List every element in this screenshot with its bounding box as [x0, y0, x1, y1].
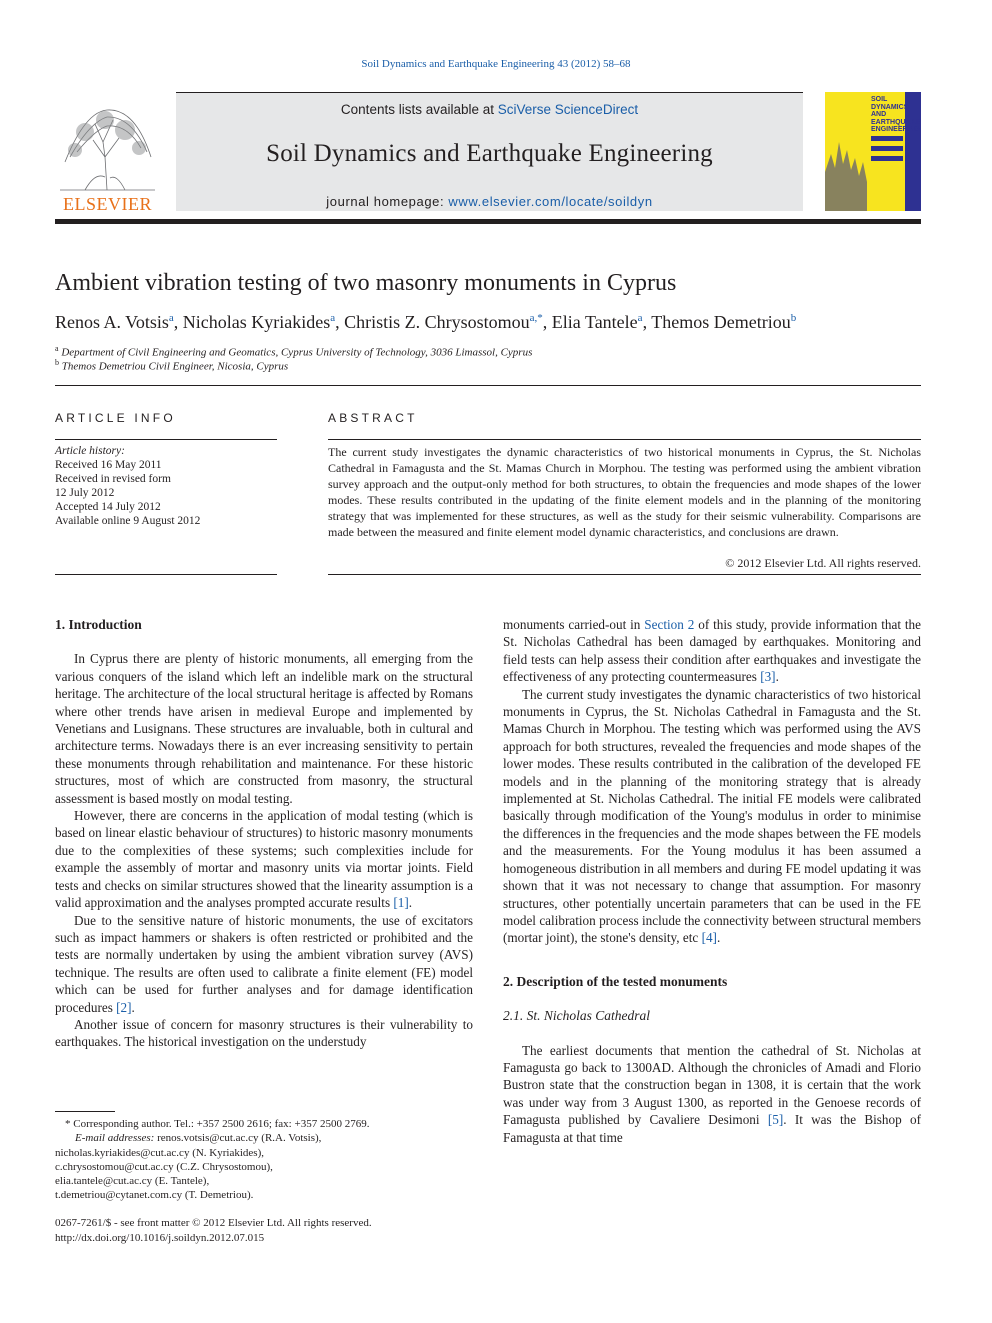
article-title: Ambient vibration testing of two masonry monuments in Cyprus [55, 270, 677, 296]
email-label: E-mail addresses: [75, 1132, 155, 1145]
corresponding-author-note: * Corresponding author. Tel.: +357 2500 2616; fax: +357 2500 2769. [65, 1118, 370, 1130]
author-affiliation-mark[interactable]: a,* [529, 312, 543, 324]
author-list: Renos A. Votsis$^a$, Nicholas Kyriakides$^a$, Christis Z. Chrysostomou$^{a,*}$, Elia Tantele$^a$, Themos Demetriou$^b$ [55, 312, 797, 332]
paragraph-text: However, there are concerns in the application of modal testing (which is based on linear elastic behaviour of structures) to historic masonry monuments due to the complexities of these systems; such complexities include for example the assembly of mortar and masonry units via mortar joints. Field tests and checks on similar structures showed that the linearity assumption is a valid approximation and the analyses prompted accurate results [55, 808, 473, 911]
author-affiliation-mark[interactable]: a [330, 312, 336, 324]
abstract-heading: ABSTRACT [328, 411, 418, 425]
right-column [503, 616, 921, 1146]
history-item: Available online 9 August 2012 [55, 515, 201, 527]
abstract-copyright: © 2012 Elsevier Ltd. All rights reserved. [725, 556, 921, 570]
paragraph: Another issue of concern for masonry structures is their vulnerability to earthquakes. The historical investigation on the understudy [55, 1016, 473, 1050]
paragraph [55, 807, 473, 911]
citation-link[interactable]: [5] [767, 1112, 784, 1128]
email-address[interactable]: nicholas.kyriakides@cut.ac.cy (N. Kyriakides), [55, 1146, 264, 1159]
sciencedirect-link[interactable]: SciVerse ScienceDirect [497, 102, 639, 117]
paragraph-text: . [131, 999, 135, 1015]
affiliation-text: Department of Civil Engineering and Geomatics, Cyprus University of Technology, 3036 Limassol, Cyprus [61, 346, 533, 359]
author-affiliation-mark[interactable]: a [168, 312, 174, 324]
author-name: Elia Tantele [551, 312, 638, 332]
header-rule [55, 219, 921, 224]
left-column [55, 616, 473, 1051]
front-matter [55, 1216, 372, 1245]
article-history [55, 444, 200, 528]
title-divider [55, 385, 921, 386]
article-info-heading: ARTICLE INFO [55, 411, 176, 425]
contents-line [176, 102, 803, 117]
cover-line-2: DYNAMICS [871, 103, 909, 111]
footnotes [55, 1117, 475, 1203]
author-affiliation-mark[interactable]: a [637, 312, 643, 324]
section-link[interactable]: Section 2 [644, 617, 695, 632]
email-line [55, 1131, 475, 1145]
citation-link[interactable]: [1] [393, 895, 409, 911]
paragraph-text: The current study investigates the dynamic characteristics of two historical monuments in Cyprus, the St. Nicholas Cathedral in Famagusta and the St. Mamas Church in Morphou. The testing which was performed using the AVS approach for both structures, revealed the frequencies and mode shapes of the lower modes. These results contributed in the calibration of the developed FE models and in the planning of the monitoring strategy that is already implemented at St. Nicholas Cathedral. The initial FE models were calibrated basically through modification of the Young's modulus in order to minimise the differences in the frequencies and the mode shapes between the FE models and the measurements. For the Young modulus it has been assumed a homogeneous distribution in all members and during FE model updating it was shown that it was not necessary to change that assumption. For masonry structures, other potentially uncertain parameters that can be used in the FE model calibration process include the connectivity between structural members (mortar joint), the stone's density, etc [503, 686, 921, 946]
footnote-rule [55, 1111, 115, 1112]
abstract-text: The current study investigates the dynamic characteristics of two historical monuments in Cyprus, the St. Nicholas Cathedral in Famagusta and the St. Mamas Church in Morphou. The testing was performed using the ambient vibration survey approach and the output-only method for both structures, to obtain the frequencies and mode shapes of the lower modes. These results contributed in the updating of the finite element models and in the planning of the monitoring strategy that was implemented for these structures, as well as the study for their seismic vulnerability. Comparisons are made between the measured and finite element model dynamic characteristics, and conclusions are drawn. [328, 445, 921, 539]
author-name: Themos Demetriou [651, 312, 791, 332]
issn-line: 0267-7261/$ - see front matter © 2012 Elsevier Ltd. All rights reserved. [55, 1217, 372, 1229]
history-item: Accepted 14 July 2012 [55, 501, 161, 513]
paragraph-text: monuments carried-out in [503, 617, 645, 632]
email-address[interactable]: c.chrysostomou@cut.ac.cy (C.Z. Chrysostomou), [55, 1160, 273, 1173]
email-address[interactable]: t.demetriou@cytanet.com.cy (T. Demetriou). [55, 1189, 254, 1202]
affiliation-a [55, 344, 532, 359]
paragraph-text: of this study, provide information that the St. Nicholas Cathedral has been damaged by earthquakes. Monitoring and field tests can help assess their condition after earthquakes and investigate the effectiveness of any protecting countermeasures [503, 617, 922, 685]
journal-title: Soil Dynamics and Earthquake Engineering [266, 140, 713, 167]
homepage-link[interactable]: www.elsevier.com/locate/soildyn [448, 194, 653, 209]
cover-line-4: EARTHQUAKE [871, 118, 921, 126]
author-name: Christis Z. Chrysostomou [344, 312, 530, 332]
abstract-bottom-rule [328, 574, 921, 575]
journal-cover-thumbnail[interactable] [825, 92, 921, 211]
paragraph-text: . [408, 895, 413, 911]
cover-line-3: AND [871, 111, 887, 118]
homepage-line [176, 194, 803, 209]
paragraph [55, 912, 473, 1016]
homepage-prefix: journal homepage: [326, 194, 449, 209]
paragraph-text: . [775, 669, 779, 685]
elsevier-logo-text: ELSEVIER [63, 194, 152, 214]
paragraph-text: The earliest documents that mention the cathedral of St. Nicholas at Famagusta go back to 1300AD. Although the chronicles of Amadi and Florio Bustron state that the construction began in 1308, it is certain that the work was under way from 3 August 1300, as reported in the Genoese records of Famagusta published by Cavaliere Desimoni [503, 1042, 921, 1128]
history-item: Received 16 May 2011 [55, 459, 162, 471]
doi-link[interactable]: http://dx.doi.org/10.1016/j.soildyn.2012.07.015 [55, 1231, 265, 1244]
cover-line-5: ENGINEERING [871, 126, 921, 133]
affiliation-mark: b [55, 358, 59, 367]
affiliation-mark: a [55, 344, 59, 353]
paragraph [503, 1042, 921, 1146]
paragraph-text: . [716, 930, 721, 946]
citation-link[interactable]: [2] [116, 999, 132, 1015]
author-name: Renos A. Votsis [55, 312, 169, 332]
subsection-heading-st-nicholas: 2.1. St. Nicholas Cathedral [503, 1008, 651, 1024]
citation-link[interactable]: [4] [701, 930, 717, 946]
email-address[interactable]: renos.votsis@cut.ac.cy (R.A. Votsis), [157, 1132, 322, 1145]
section-heading-introduction: 1. Introduction [55, 617, 142, 632]
paragraph-text: Due to the sensitive nature of historic monuments, the use of excitators such as impact hammers or shakers is often restricted or prohibited and the tests are normally undertaken by using the ambient vibration survey (AVS) technique. The results are often used to calibrate a finite element (FE) model which can be used for further analyses and for damage identification procedures [55, 912, 473, 1015]
author-name: Nicholas Kyriakides [182, 312, 331, 332]
paragraph-text: . It was the Bishop of Famagusta at that time [503, 1112, 921, 1145]
article-info-bottom-rule [55, 574, 277, 575]
journal-reference[interactable]: Soil Dynamics and Earthquake Engineering 43 (2012) 58–68 [361, 58, 631, 70]
citation-link[interactable]: [3] [760, 669, 776, 685]
section-heading-tested-monuments: 2. Description of the tested monuments [503, 973, 728, 989]
history-label: Article history: [55, 445, 125, 457]
author-affiliation-mark[interactable]: b [790, 312, 797, 324]
paragraph: In Cyprus there are plenty of historic monuments, all emerging from the various conquers of the island which left an indelible mark on the structural heritage. The architecture of the local structural heritage is affected by Romans where other trends have arisen in medieval Europe and implemented by Venetians and Lusignans. These structures are invaluable, both in cultural and architecture terms. Nowadays there is an ever increasing sensitivity to pertain these monuments through rehabilitation and maintenance. For these historic structures, most of which are constructed from masonry, the structural assessment is based mostly on modal testing. [55, 651, 473, 806]
paragraph [503, 686, 921, 947]
email-address[interactable]: elia.tantele@cut.ac.cy (E. Tantele), [55, 1175, 210, 1188]
cover-line-1: SOIL [871, 96, 888, 103]
contents-prefix: Contents lists available at [340, 102, 498, 117]
paragraph [503, 616, 921, 686]
affiliation-text: Themos Demetriou Civil Engineer, Nicosia, Cyprus [61, 360, 289, 373]
history-item: 12 July 2012 [55, 487, 115, 499]
article-info-rule [55, 439, 277, 440]
affiliation-b [55, 358, 288, 373]
abstract-rule [328, 439, 921, 440]
history-item: Received in revised form [55, 473, 171, 485]
